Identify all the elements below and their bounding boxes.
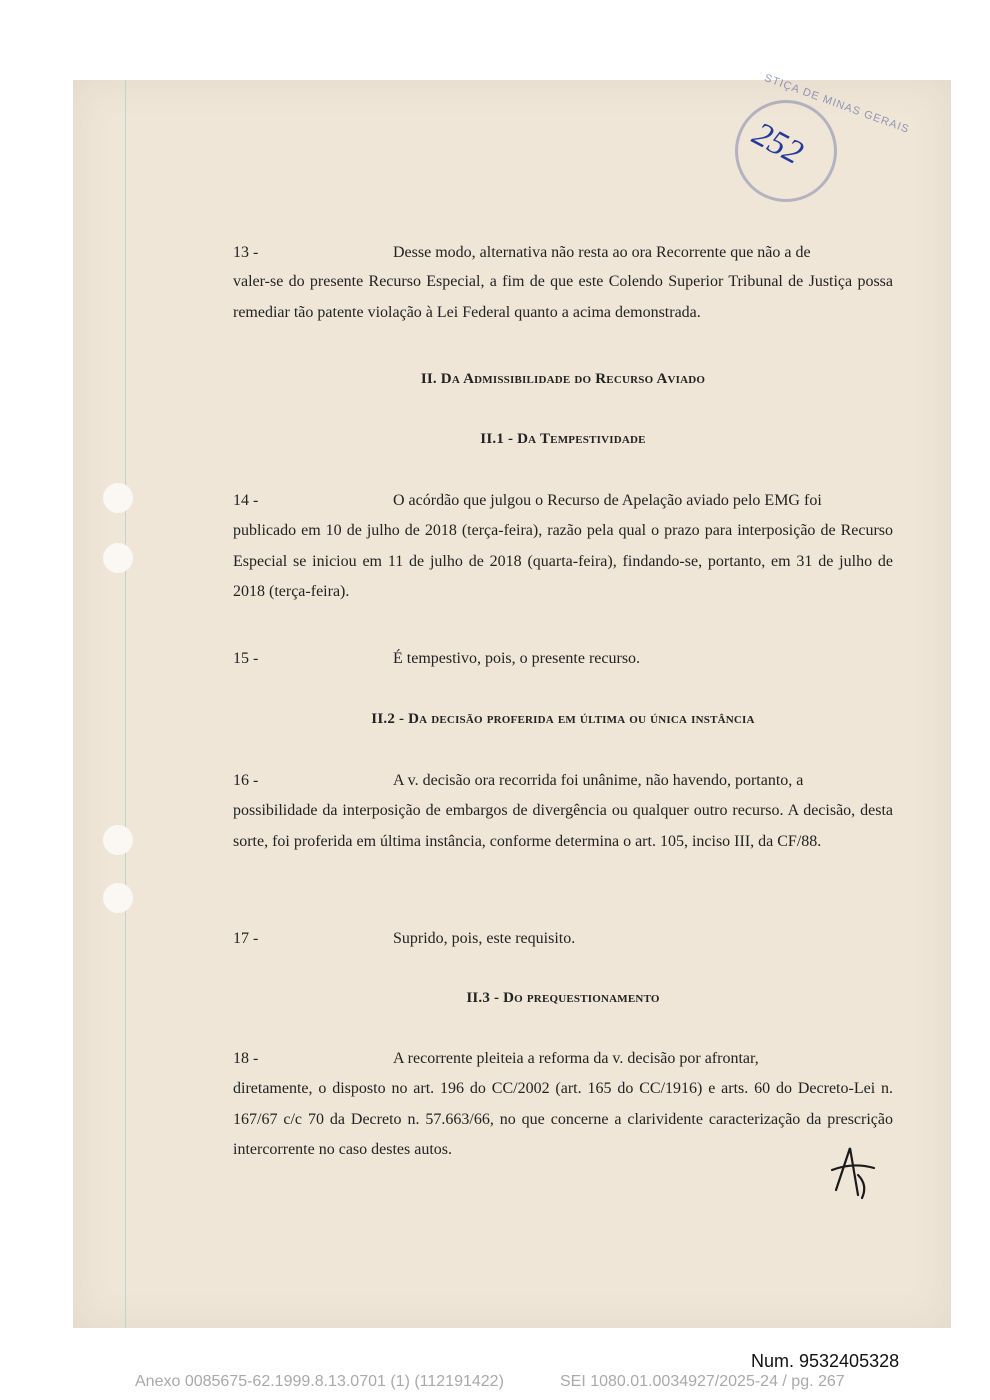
handwritten-page-number: 252 xyxy=(746,115,809,172)
margin-line xyxy=(125,80,126,1328)
section-heading: II.2 - Da decisão proferida em última ou única instância xyxy=(371,711,755,727)
punch-hole xyxy=(103,883,133,913)
paragraph-number: 17 - xyxy=(233,930,259,947)
section-heading: II. Da Admissibilidade do Recurso Aviado xyxy=(420,371,706,387)
paragraph-first-line: É tempestivo, pois, o presente recurso. xyxy=(393,650,641,667)
paragraph-number: 18 - xyxy=(233,1050,259,1067)
paragraph-first-line: A v. decisão ora recorrida foi unânime, não havendo, portanto, a xyxy=(393,772,804,789)
paragraph-first-line: A recorrente pleiteia a reforma da v. decisão por afrontar, xyxy=(393,1050,759,1067)
signature-initials xyxy=(828,1140,878,1202)
section-heading: II.1 - Da Tempestividade xyxy=(480,431,646,447)
paragraph-text: possibilidade da interposição de embargos de divergência ou qualquer outro recurso. A decisão, desta sorte, foi proferida em última instância, conforme determina o art. 105, inciso III, da CF/88. xyxy=(233,802,893,850)
paragraph-text: diretamente, o disposto no art. 196 do CC/2002 (art. 165 do CC/1916) e arts. 60 do Decreto-Lei n. 167/67 c/c 70 da Decreto n. 57.663/66, no que concerne a clarividente caracterização da prescrição intercorrente no caso destes autos. xyxy=(233,1080,893,1158)
paragraph-number: 14 - xyxy=(233,492,259,509)
paragraph-first-line: Suprido, pois, este requisito. xyxy=(393,930,576,947)
sei-reference: SEI 1080.01.0034927/2025-24 / pg. 267 xyxy=(560,1373,845,1390)
document-number: Num. 9532405328 xyxy=(751,1351,900,1371)
punch-hole xyxy=(103,483,133,513)
punch-hole xyxy=(103,543,133,573)
stamp-text: STIÇA DE MINAS GERAIS xyxy=(762,72,912,136)
section-heading: II.3 - Do prequestionamento xyxy=(466,990,660,1006)
paragraph-number: 15 - xyxy=(233,650,259,667)
paragraph-number: 16 - xyxy=(233,772,259,789)
paragraph-text: valer-se do presente Recurso Especial, a fim de que este Colendo Superior Tribunal de Justiça possa remediar tão patente violação à Lei Federal quanto a acima demonstrada. xyxy=(233,273,893,321)
paragraph-number: 13 - xyxy=(233,244,259,261)
paragraph-first-line: Desse modo, alternativa não resta ao ora Recorrente que não a de xyxy=(393,244,811,261)
paragraph-text: publicado em 10 de julho de 2018 (terça-feira), razão pela qual o prazo para interposição de Recurso Especial se iniciou em 11 de julho de 2018 (quarta-feira), findando-se, portanto, em 31 de julho de 2018 (terça-feira). xyxy=(233,522,893,600)
annex-reference: Anexo 0085675-62.1999.8.13.0701 (1) (112191422) xyxy=(135,1373,504,1390)
paragraph-first-line: O acórdão que julgou o Recurso de Apelação aviado pelo EMG foi xyxy=(393,492,822,509)
punch-hole xyxy=(103,825,133,855)
